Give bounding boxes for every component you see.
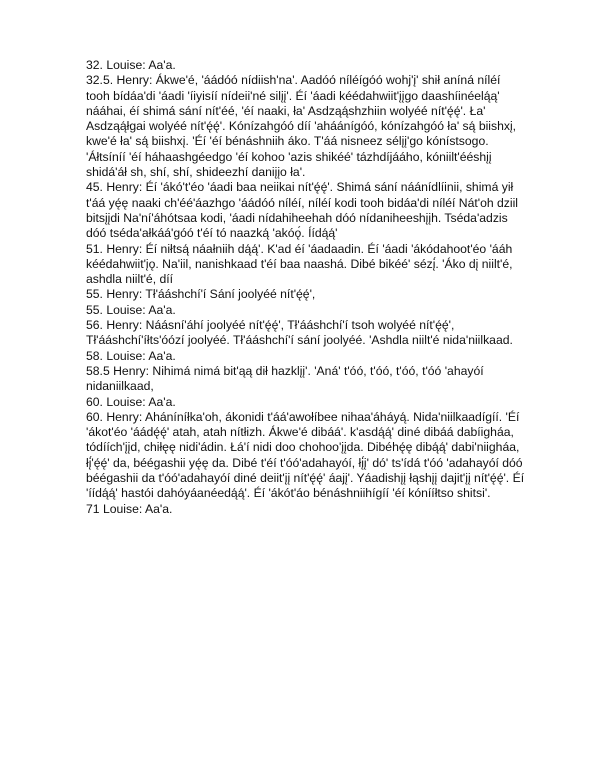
transcript-paragraph [86,410,526,502]
speaker-name: Louise: [106,348,146,363]
utterance-text: Ákwe'é, 'áádóó nídiish'na'. Aadóó níléígóó wohj'į' shił aníná níléí tooh bídáa'di 'áadi 'íiyisíí nídeii'né silįį'. Éí 'áadi kéédahwiit'įįgo daashíinéelą́ą' nááhai, éí shimá sání nít'éé, 'éí naaki, ła' Asdząą́shzhiin wolyéé nít'ę́ę́'. Ła' Asdząą́łgai wolyéé nít'ę́ę́'. Kónízahgóó díí 'aháánígóó, kónízahgóó ła' są́ biishxį, kwe'é ła' są́ biishxį. 'Éí 'éí bénáshniih áko. T'áá nisneez sélįį'go kónístsogo. 'Áłtsíníí 'éí háhaashgéedgo 'éí kohoo 'azis shikéé' tázhdíjááho, kóniilt'ééshįį shidá'áł sh, shí, shí, shideezhí daniįįo ła'. [86,73,520,180]
line-number: 60. [86,409,103,424]
utterance-text: Tł'ááshchí'í Sání joolyéé nít'ę́ę́', [145,287,316,302]
transcript-paragraph [86,349,526,364]
utterance-text: Éí 'ákó't'éo 'áadi baa neiikai nít'ę́ę́'. Shimá sání náánídlíinii, shimá yił t'áá yę́ę naaki ch'éé'áazhgo 'áádóó níléí, níléí kodi tooh bidáa'di níléí Nát'oh dziil bitsįįdi Na'ní'áhótsaa kodi, 'áadi nídahiheehah dóó nídaniheeshįįh. Tséda'adzis dóó tséda'ałkáá'góó t'éí tó naazką́ 'akóǫ́. Íídą́ą́' [86,180,522,241]
utterance-text: Aa'a. [144,501,173,516]
speaker-name: Henry: [116,73,153,88]
transcript-paragraph [86,58,526,73]
line-number: 32.5. [86,73,114,88]
utterance-text: Aháníníłka'oh, ákonidi t'áá'awołíbee nihaa'áháyą́. Nida'niilkaadígíí. 'Éí 'ákot'éo 'áádę́ę́' atah, atah nítłizh. Ákwe'é dibáá'. k'asdą́ą́' diné dibáá dabíigháa, tódíích'įįd, chiłęę nidi'ádin. Łá'í nidi doo chohoo'įįda. Dibéhę́ę dibą́ą́' dabi'niigháa, łį́'ę́ę́' da, béégashii yę́ę da. Dibé t'éí t'óó'adahayóí, łį́į' dó' ts'ídá t'óó 'adahayóí dóó béégashii da t'óó'adahayóí diné deiit'įį nít'ę́ę́' áajį'. Yáadishįį łąshįį dajit'įį nít'ę́ę́'. Éí 'íídą́ą́' hastói dahóyáanéedą́ą́'. Éí 'ákót'áo bénáshniihígíí 'éí kónííłtso shitsi'. [86,409,528,501]
line-number: 51. [86,241,103,256]
transcript-paragraph [86,303,526,318]
utterance-text: Aa'a. [148,348,176,363]
speaker-name: Henry: [106,241,143,256]
utterance-text: Éí niłtsą́ náałniih dą́ą́'. K'ad éí 'áadaadin. Éí 'áadi 'ákódahoot'éo 'ááh kéédahwiit'įǫ. Na'iil, nanishkaad t'éí baa naashá. Dibé bikéé' sézį́. 'Áko dį niilt'é, ashdla niilt'é, díí [86,241,516,287]
utterance-text: Aa'a. [148,302,176,317]
transcript-paragraph [86,318,526,349]
line-number: 58. [86,348,103,363]
utterance-text: Náásní'áhí joolyéé nít'ę́ę́', Tł'ááshchí'í tsoh wolyéé nít'ę́ę́', Tł'ááshchí'íłts'óózí joolyéé. Tł'ááshchí'í sání joolyéé. 'Ashdla niilt'é nida'niilkaad. [86,318,513,348]
speaker-name: Henry: [106,409,143,424]
speaker-name: Louise: [106,302,146,317]
speaker-name: Henry: [106,180,143,195]
transcript-paragraph [86,180,526,241]
transcript-paragraph [86,364,526,395]
transcript-paragraph [86,242,526,288]
line-number: 58.5 [86,363,110,378]
speaker-name: Henry: [106,287,143,302]
line-number: 45. [86,180,103,195]
transcript-text [86,58,526,517]
utterance-text: Aa'a. [148,58,176,72]
line-number: 56. [86,318,103,333]
line-number: 55. [86,302,103,317]
speaker-name: Louise: [102,501,143,516]
line-number: 55. [86,287,103,302]
transcript-paragraph [86,395,526,410]
speaker-name: Henry: [113,363,150,378]
utterance-text: Nihimá nimá bit'ąą dił hazklįį'. 'Aná' t'óó, t'óó, t'óó, t'óó 'ahayóí nidaniilkaad, [86,363,488,394]
line-number: 60. [86,394,103,409]
transcript-paragraph [86,287,526,302]
line-number: 71 [86,501,100,516]
speaker-name: Louise: [106,394,146,409]
utterance-text: Aa'a. [148,394,176,409]
speaker-name: Louise: [106,58,146,72]
line-number: 32. [86,58,103,72]
transcript-paragraph [86,73,526,180]
transcript-paragraph [86,502,526,517]
speaker-name: Henry: [106,318,143,333]
